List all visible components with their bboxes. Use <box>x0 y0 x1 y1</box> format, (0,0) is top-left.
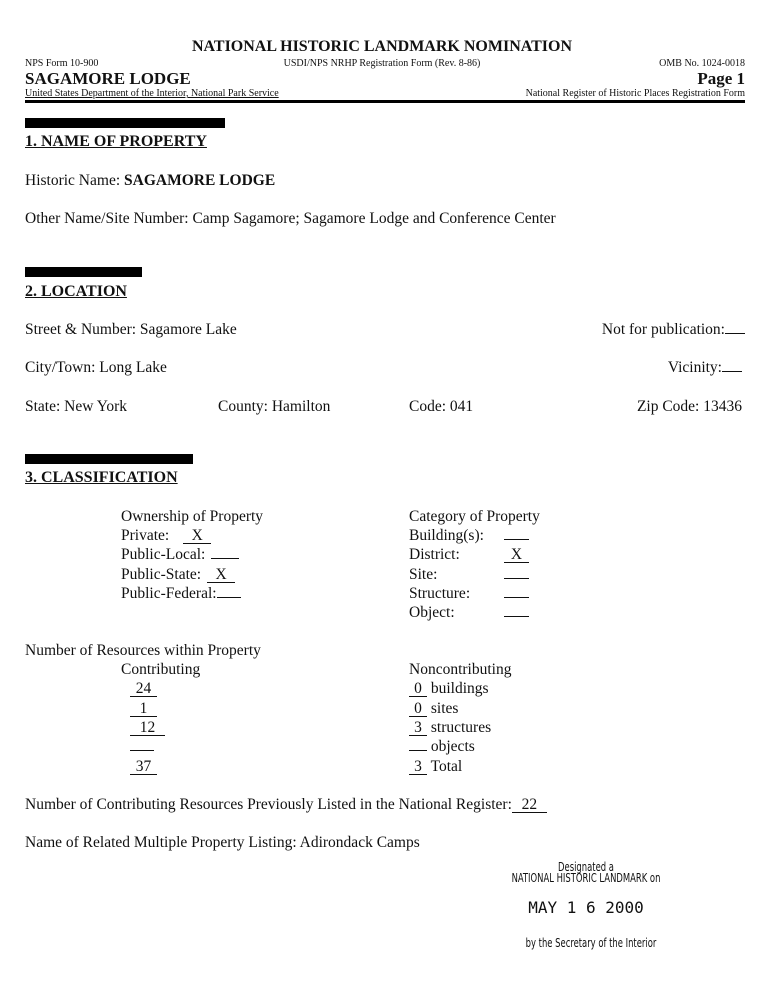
contributing-objects <box>130 750 154 751</box>
contributing-structures: 12 <box>130 720 165 736</box>
ownership-public-state: Public-State: X <box>121 566 235 584</box>
street-number: Street & Number: Sagamore Lake <box>25 321 237 338</box>
noncontributing-buildings: 0 buildings <box>409 680 489 698</box>
historic-name: Historic Name: SAGAMORE LODGE <box>25 172 276 189</box>
historic-name-value: SAGAMORE LODGE <box>124 172 276 189</box>
state: State: New York <box>25 398 128 415</box>
code: Code: 041 <box>409 398 474 415</box>
document-title: NATIONAL HISTORIC LANDMARK NOMINATION <box>191 38 573 55</box>
category-buildings: Building(s): <box>409 527 484 544</box>
noncontributing-structures: 3 structures <box>409 719 491 737</box>
category-district: District: <box>409 546 460 563</box>
not-for-publication-mark <box>725 333 745 334</box>
noncontributing-title: Noncontributing <box>409 661 512 678</box>
stamp-date: MAY 1 6 2000 <box>528 898 644 917</box>
contributing-buildings: 24 <box>130 681 157 697</box>
ownership-public-federal: Public-Federal: <box>121 585 241 603</box>
ownership-private: Private: X <box>121 527 211 545</box>
category-title: Category of Property <box>409 508 540 525</box>
header-rule <box>25 100 745 103</box>
form-name: USDI/NPS NRHP Registration Form (Rev. 8-86) <box>283 58 481 69</box>
register-form: National Register of Historic Places Registration Form <box>525 88 745 99</box>
category-structure-mark <box>504 597 529 598</box>
not-for-publication: Not for publication: <box>602 321 745 339</box>
section-3-heading: 3. CLASSIFICATION <box>25 469 178 486</box>
city-town: City/Town: Long Lake <box>25 359 167 376</box>
contributing-total: 37 <box>130 759 157 775</box>
noncontributing-objects: objects <box>409 738 475 756</box>
stamp-landmark: NATIONAL HISTORIC LANDMARK on <box>511 871 661 885</box>
category-site: Site: <box>409 566 438 583</box>
section-2-heading: 2. LOCATION <box>25 283 127 300</box>
ownership-title: Ownership of Property <box>121 508 264 525</box>
category-buildings-mark <box>504 539 529 540</box>
previously-listed: Number of Contributing Resources Previously Listed in the National Register: 22 <box>25 796 547 814</box>
contributing-title: Contributing <box>121 661 201 678</box>
other-name: Other Name/Site Number: Camp Sagamore; Sagamore Lodge and Conference Center <box>25 210 556 227</box>
section-3-bar <box>25 454 193 464</box>
noncontributing-total: 3 Total <box>409 758 462 776</box>
vicinity: Vicinity: <box>668 359 742 377</box>
section-2-bar <box>25 267 142 277</box>
category-site-mark <box>504 578 529 579</box>
department: United States Department of the Interior, National Park Service <box>25 88 279 99</box>
county: County: Hamilton <box>218 398 331 415</box>
form-number: NPS Form 10-900 <box>25 58 99 69</box>
contributing-sites: 1 <box>130 701 157 717</box>
page-number: Page 1 <box>697 69 745 88</box>
category-structure: Structure: <box>409 585 471 602</box>
vicinity-mark <box>722 371 742 372</box>
stamp-designated: Designated a <box>558 860 614 874</box>
zip-code: Zip Code: 13436 <box>636 398 742 415</box>
section-1-bar <box>25 118 225 128</box>
category-district-mark: X <box>504 547 529 563</box>
category-object: Object: <box>409 604 455 621</box>
section-1-heading: 1. NAME OF PROPERTY <box>25 133 207 150</box>
ownership-public-local: Public-Local: <box>121 546 239 564</box>
resources-title: Number of Resources within Property <box>25 642 261 659</box>
related-listing: Name of Related Multiple Property Listing: Adirondack Camps <box>25 834 420 851</box>
omb-number: OMB No. 1024-0018 <box>659 58 745 69</box>
category-object-mark <box>504 616 529 617</box>
stamp-secretary: by the Secretary of the Interior <box>525 936 657 950</box>
property-name-header: SAGAMORE LODGE <box>25 69 191 88</box>
previously-listed-value: 22 <box>512 797 547 813</box>
noncontributing-sites: 0 sites <box>409 700 458 718</box>
